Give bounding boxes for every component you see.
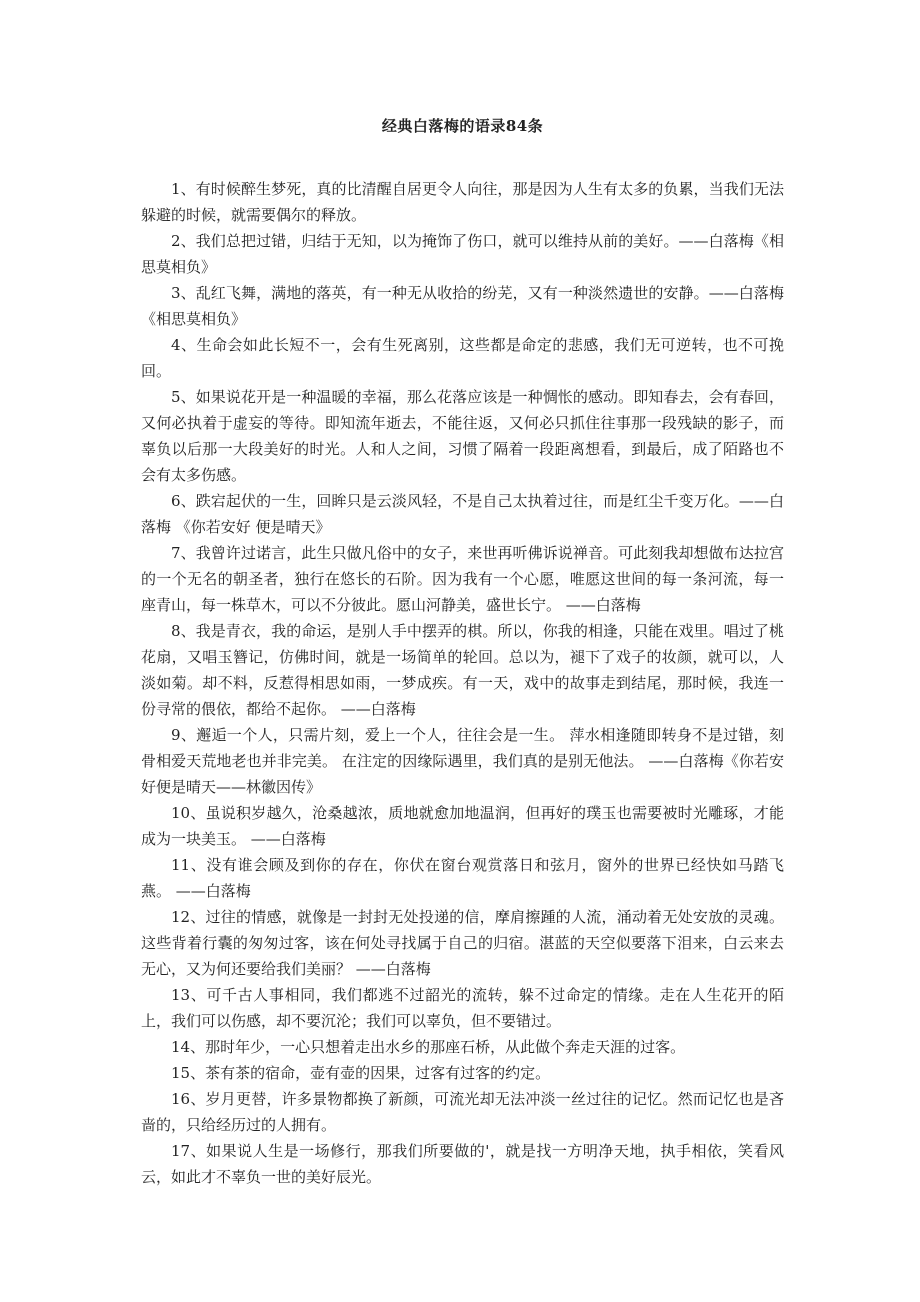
quote-item-3: 3、乱红飞舞，满地的落英，有一种无从收拾的纷芜，又有一种淡然遗世的安静。——白落梅《相思莫相负》 (141, 284, 784, 328)
quote-item-10: 10、虽说积岁越久，沧桑越浓，质地就愈加地温润，但再好的璞玉也需要被时光雕琢，才能成为一块美玉。 ——白落梅 (141, 804, 784, 848)
page-title: 经典白落梅的语录84条 (381, 117, 544, 135)
quote-item-12: 12、过往的情感，就像是一封封无处投递的信，摩肩擦踵的人流，涌动着无处安放的灵魂。这些背着行囊的匆匆过客，该在何处寻找属于自己的归宿。湛蓝的天空似要落下泪来，白云来去无心，又为何还要给我们美丽？ ——白落梅 (141, 908, 784, 978)
quote-item-17: 17、如果说人生是一场修行，那我们所要做的'，就是找一方明净天地，执手相依，笑看风云，如此才不辜负一世的美好辰光。 (141, 1142, 784, 1186)
quote-item-16: 16、岁月更替，许多景物都换了新颜，可流光却无法冲淡一丝过往的记忆。然而记忆也是吝啬的，只给经历过的人拥有。 (141, 1090, 784, 1134)
quote-item-11: 11、没有谁会顾及到你的存在，你伏在窗台观赏落日和弦月，窗外的世界已经快如马踏飞燕。 ——白落梅 (141, 856, 784, 900)
quote-item-5: 5、如果说花开是一种温暖的幸福，那么花落应该是一种惆怅的感动。即知春去，会有春回，又何必执着于虚妄的等待。即知流年逝去，不能往返，又何必只抓住往事那一段残缺的影子，而辜负以后那一大段美好的时光。人和人之间，习惯了隔着一段距离想看，到最后，成了陌路也不会有太多伤感。 (141, 388, 784, 484)
quote-item-9: 9、邂逅一个人，只需片刻，爱上一个人，往往会是一生。 萍水相逢随即转身不是过错，刻骨相爱天荒地老也并非完美。 在注定的因缘际遇里，我们真的是别无他法。 ——白落梅《你若安好便是晴天——林徽因传》 (141, 726, 784, 796)
quote-item-4: 4、生命会如此长短不一，会有生死离别，这些都是命定的悲感，我们无可逆转，也不可挽回。 (141, 336, 784, 380)
quote-item-1: 1、有时候醉生梦死，真的比清醒自居更令人向往，那是因为人生有太多的负累，当我们无法躲避的时候，就需要偶尔的释放。 (141, 180, 784, 224)
quote-item-2: 2、我们总把过错，归结于无知，以为掩饰了伤口，就可以维持从前的美好。——白落梅《相思莫相负》 (141, 232, 784, 276)
quote-item-14: 14、那时年少，一心只想着走出水乡的那座石桥，从此做个奔走天涯的过客。 (171, 1038, 686, 1056)
quote-list (141, 176, 784, 1190)
quote-item-6: 6、跌宕起伏的一生，回眸只是云淡风轻，不是自己太执着过往，而是红尘千变万化。——白落梅 《你若安好 便是晴天》 (141, 492, 784, 536)
quote-item-13: 13、可千古人事相同，我们都逃不过韶光的流转，躲不过命定的情缘。走在人生花开的陌上，我们可以伤感，却不要沉沦；我们可以辜负，但不要错过。 (141, 986, 784, 1030)
quote-item-15: 15、茶有茶的宿命，壶有壶的因果，过客有过客的约定。 (171, 1064, 551, 1082)
quote-item-7: 7、我曾许过诺言，此生只做凡俗中的女子，来世再听佛诉说禅音。可此刻我却想做布达拉宫的一个无名的朝圣者，独行在悠长的石阶。因为我有一个心愿，唯愿这世间的每一条河流，每一座青山，每一株草木，可以不分彼此。愿山河静美，盛世长宁。 ——白落梅 (141, 544, 784, 614)
quote-item-8: 8、我是青衣，我的命运，是别人手中摆弄的棋。所以，你我的相逢，只能在戏里。唱过了桃花扇，又唱玉簪记，仿佛时间，就是一场简单的轮回。总以为，褪下了戏子的妆颜，就可以，人淡如菊。却不料，反惹得相思如雨，一梦成疾。有一天，戏中的故事走到结尾，那时候，我连一份寻常的偎依，都给不起你。 ——白落梅 (141, 622, 784, 718)
